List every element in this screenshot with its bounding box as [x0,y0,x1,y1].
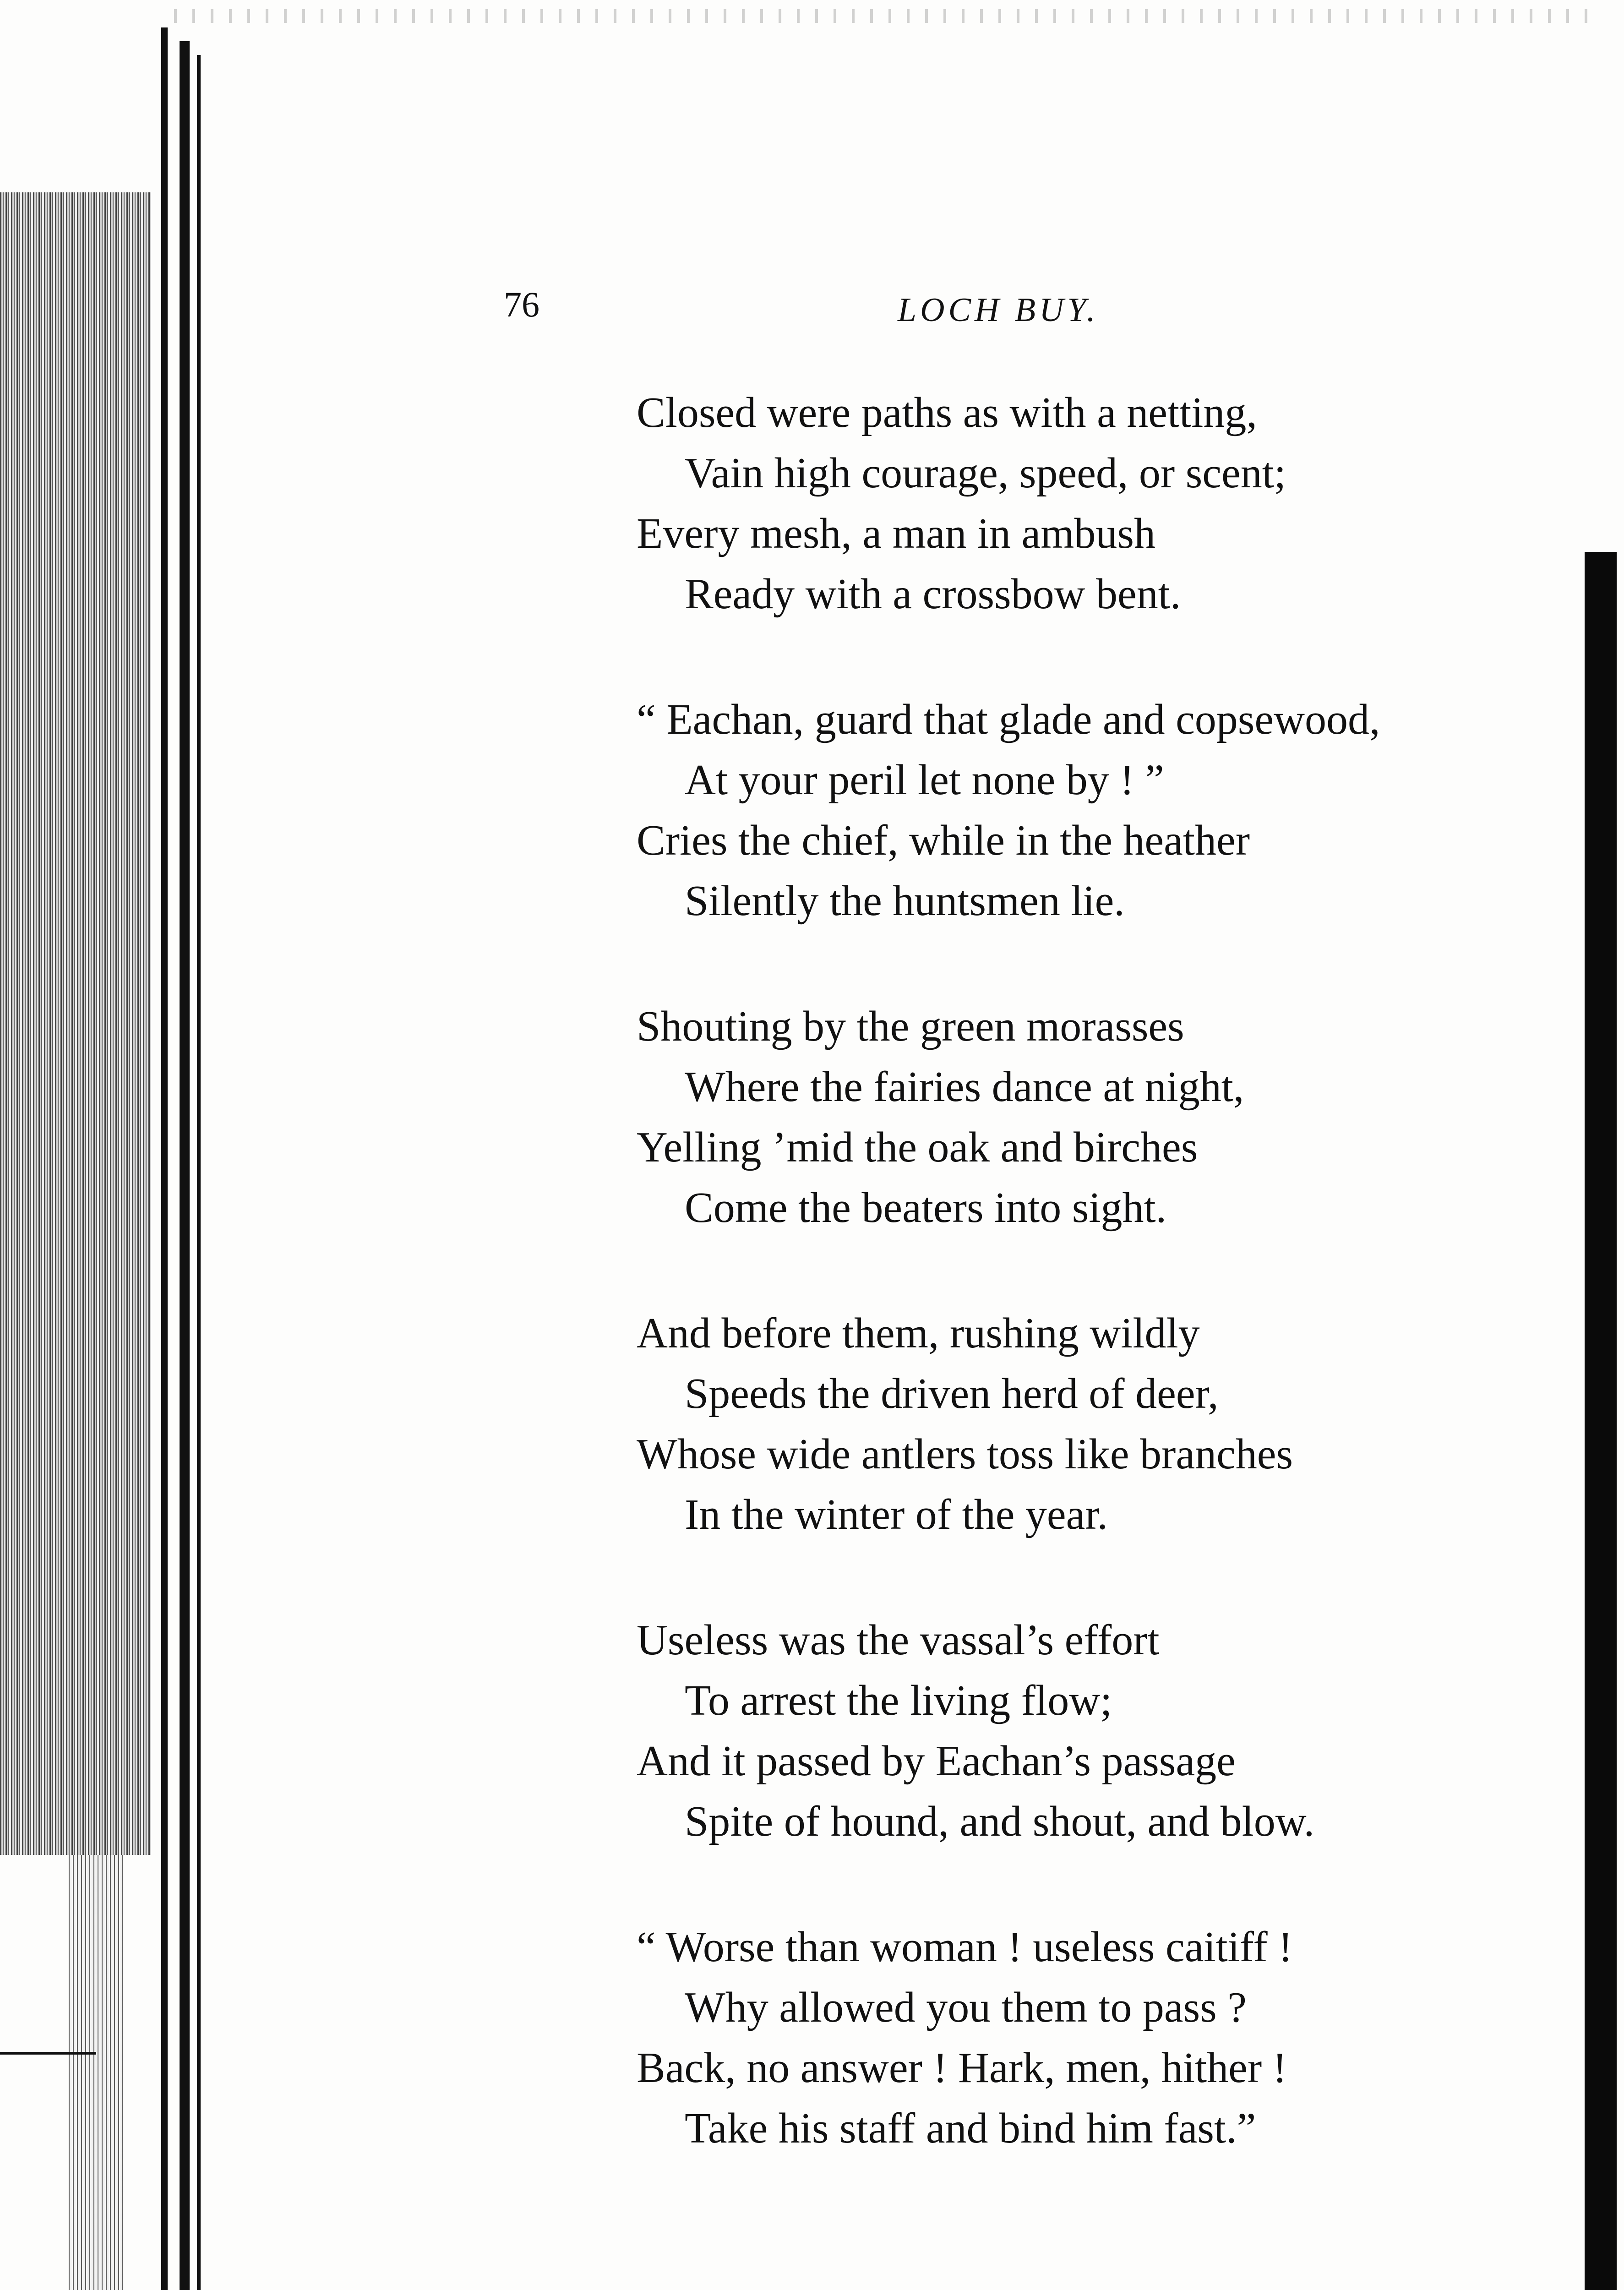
poem-line: In the winter of the year. [685,1491,1108,1538]
spine-line [161,27,168,2290]
page-edge-shadow [1585,552,1617,2290]
running-head: LOCH BUY. [898,291,1099,329]
poem-line: Ready with a crossbow bent. [685,570,1181,618]
poem-line: And before them, rushing wildly [637,1309,1200,1357]
margin-mark [0,2052,96,2055]
poem-line: Back, no answer ! Hark, men, hither ! [637,2044,1287,2092]
poem-line: Whose wide antlers toss like branches [637,1430,1293,1478]
poem-line: Come the beaters into sight. [685,1184,1167,1232]
poem-line: Shouting by the green morasses [637,1003,1184,1050]
spine-line [180,41,190,2290]
poem-line: Cries the chief, while in the heather [637,817,1250,864]
poem-line: Why allowed you them to pass ? [685,1984,1247,2031]
scan-noise-top [174,9,1594,23]
poem-line: Take his staff and bind him fast.” [685,2105,1256,2152]
binding-gutter [0,192,151,1855]
stanza [637,1610,1553,1852]
poem-line: Useless was the vassal’s effort [637,1616,1160,1664]
poem-line: Vain high courage, speed, or scent; [685,449,1286,497]
spine-line [197,55,201,2290]
poem-line: Speeds the driven herd of deer, [685,1370,1219,1418]
poem-line: Yelling ’mid the oak and birches [637,1123,1198,1171]
stanza [637,996,1553,1238]
stanza [637,1303,1553,1545]
poem-line: Every mesh, a man in ambush [637,510,1155,557]
poem-line: At your peril let none by ! ” [685,756,1164,804]
page-number: 76 [504,284,540,324]
stanza [637,689,1553,931]
poem-line: And it passed by Eachan’s passage [637,1737,1236,1785]
binding-gutter-lower [69,1855,124,2290]
poem-line: Spite of hound, and shout, and blow. [685,1798,1315,1845]
stanza [637,382,1553,624]
poem-line: To arrest the living flow; [685,1677,1112,1724]
poem-line: Closed were paths as with a netting, [637,389,1257,436]
poem-body [637,382,1553,2224]
poem-line: Where the fairies dance at night, [685,1063,1244,1111]
poem-line: “ Worse than woman ! useless caitiff ! [637,1923,1293,1971]
stanza [637,1917,1553,2159]
poem-line: “ Eachan, guard that glade and copsewood, [637,696,1380,743]
poem-line: Silently the huntsmen lie. [685,877,1125,925]
